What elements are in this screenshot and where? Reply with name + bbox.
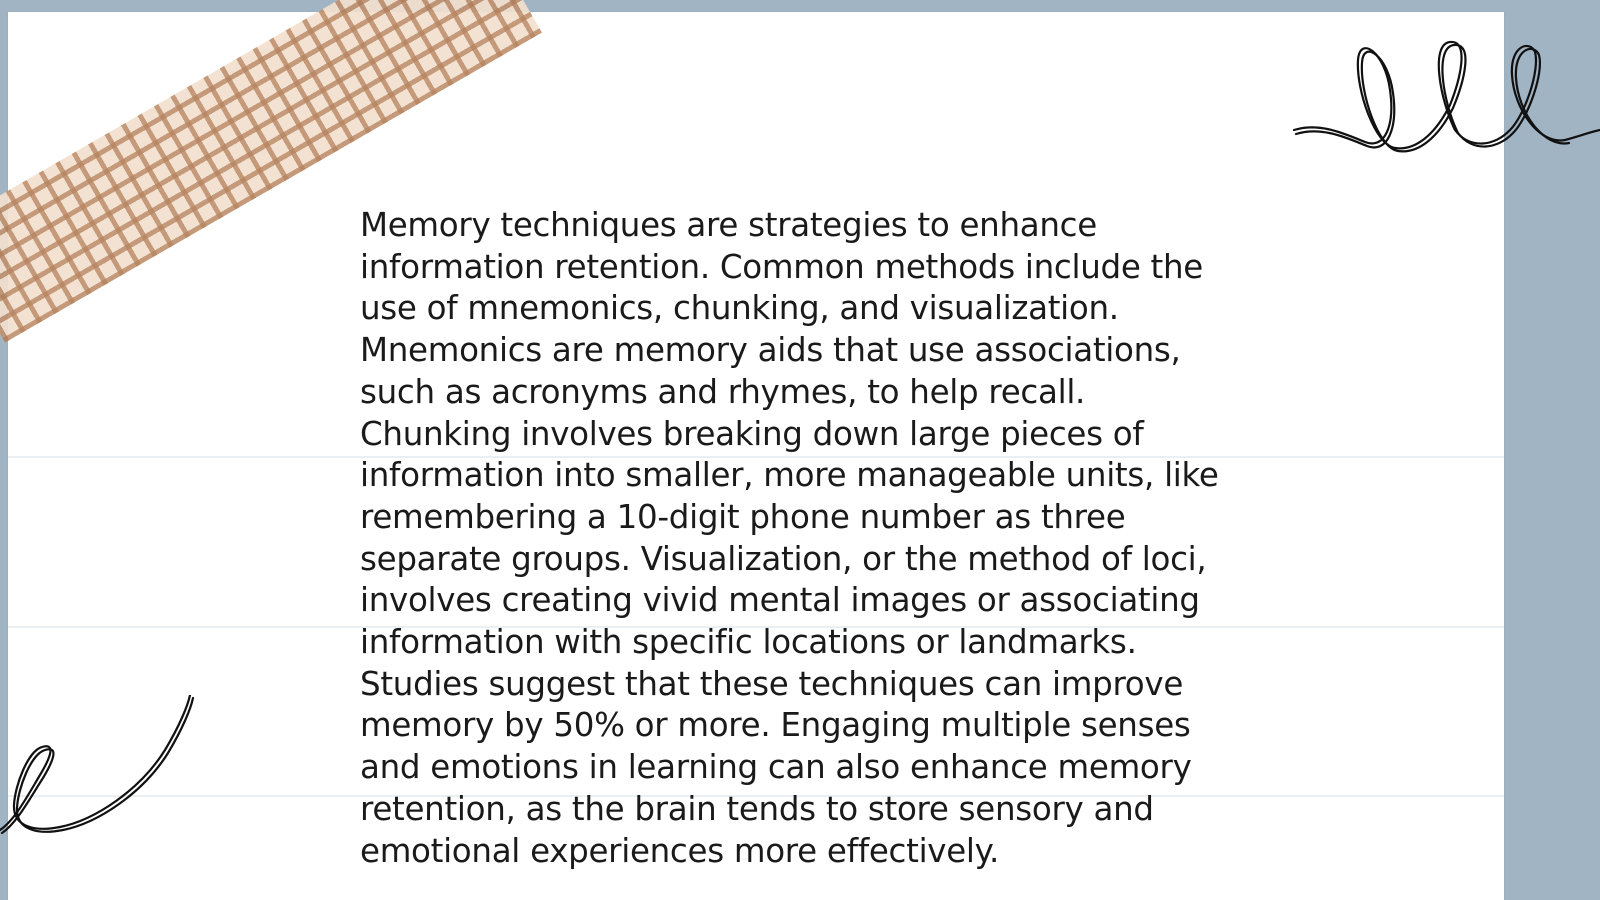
loop-squiggle-icon <box>1290 30 1600 165</box>
body-paragraph: Memory techniques are strategies to enhance information retention. Common methods include the use of mnemonics, chunking, and visualization. Mnemonics are memory aids that use associations, such as acronyms and rhymes, to help recall. Chunking involves breaking down large pieces of information into smaller, more manageable units, like remembering a 10-digit phone number as three separate groups. Visualization, or the method of loci, involves creating vivid mental images or associating information with specific locations or landmarks. Studies suggest that these techniques can improve memory by 50% or more. Engaging multiple senses and emotions in learning can also enhance memory retention, as the brain tends to store sensory and emotional experiences more effectively. <box>360 206 1219 870</box>
checkmark-squiggle-icon <box>0 695 200 855</box>
